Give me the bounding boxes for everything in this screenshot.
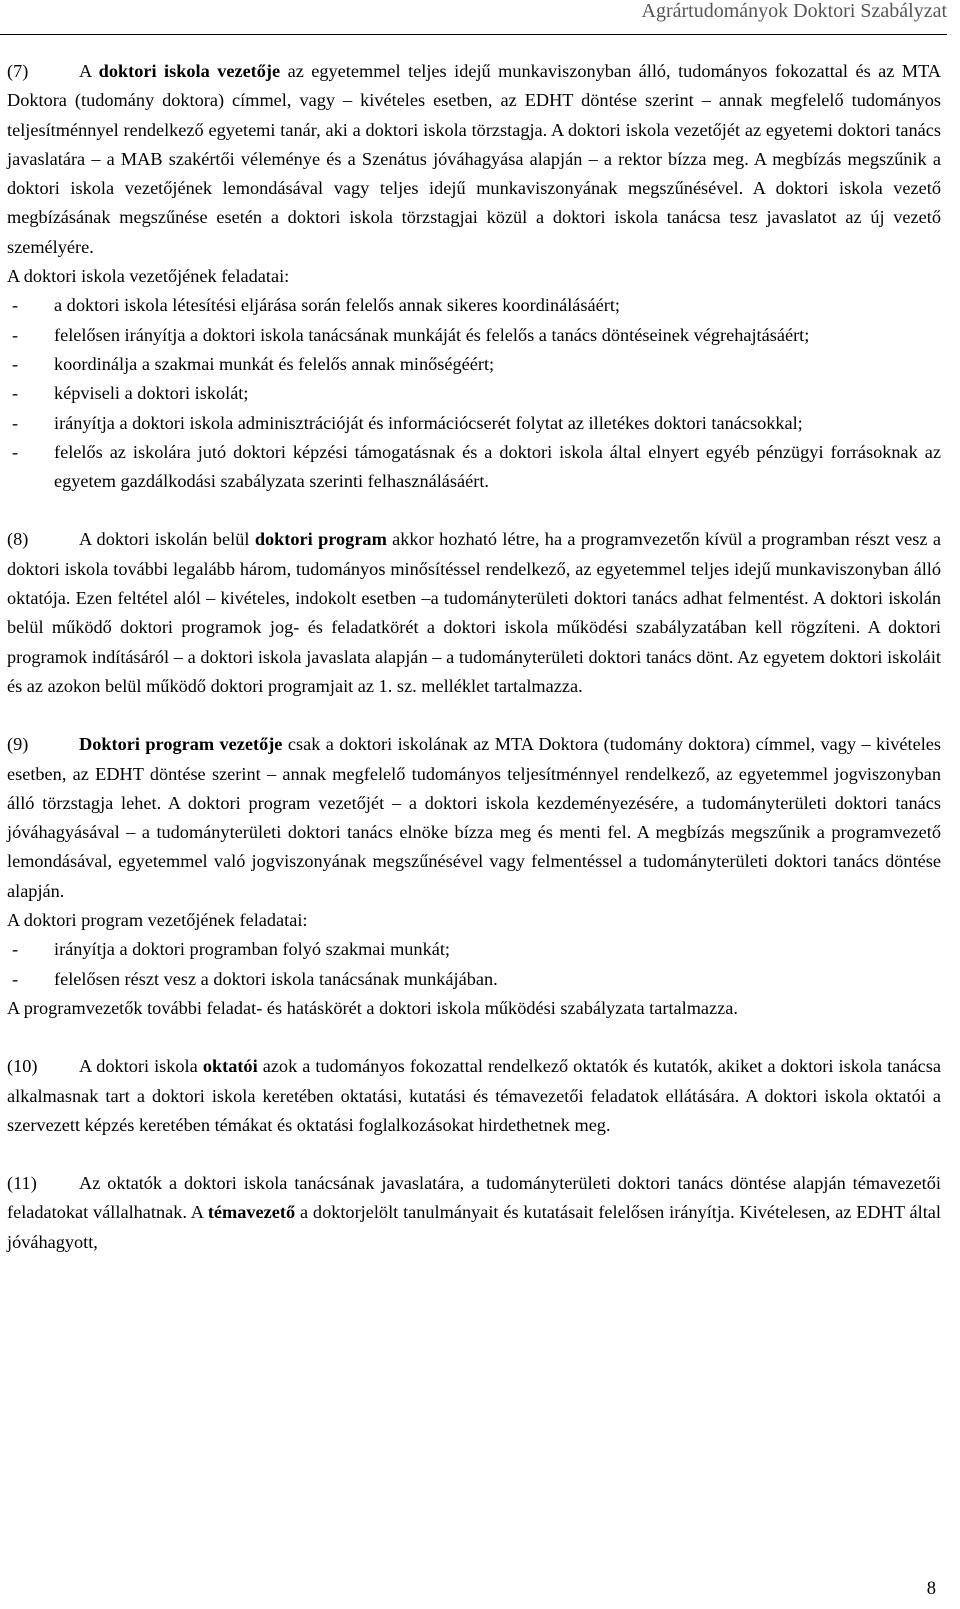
list-item: - koordinálja a szakmai munkát és felelős annak minőségéért; — [12, 353, 495, 374]
document-title: Agrártudományok Doktori Szabályzat — [641, 0, 947, 22]
list-item: - irányítja a doktori iskola adminisztrációját és információcserét folytat az illetékes doktori tanácsokkal; — [12, 412, 803, 433]
paragraph-7: (7) A doktori iskola vezetője az egyetemmel teljes idejű munkaviszonyban álló, tudományos fokozattal és az MTA Doktora (tudomány doktora) címmel, vagy – kivételes esetben, az EDHT döntése szerint – annak megfelelő tudományos teljesítménnyel rendelkező egyetemi tanár, aki a doktori iskola törzstagja. A doktori iskola vezetőjét az egyetemi doktori tanács javaslatára – a MAB szakértői véleménye és a Szenátus jóváhagyása alapján – a rektor bízza meg. A megbízás megszűnik a doktori iskola vezetőjének lemondásával vagy teljes idejű munkaviszonyának megszűnésével. A doktori iskola vezető megbízásának megszűnése esetén a doktori iskola törzstagjai közül a doktori iskola tanácsa tesz javaslatot az új vezető személyére. — [7, 57, 941, 262]
paragraph-11: (11) Az oktatók a doktori iskola tanácsának javaslatára, a tudományterületi doktori tanács döntése alapján témavezetői feladatokat vállalhatnak. A témavezető a doktorjelölt tanulmányait és kutatásait felelősen irányítja. Kivételesen, az EDHT által jóváhagyott, — [7, 1169, 941, 1257]
paragraph-10: (10) A doktori iskola oktatói azok a tudományos fokozattal rendelkező oktatók és kutatók, akiket a doktori iskola tanácsa alkalmasnak tart a doktori iskola keretében oktatási, kutatási és témavezetői feladatok ellátására. A doktori iskola oktatói a szervezett képzés keretében témákat és oktatási foglalkozásokat hirdethetnek meg. — [7, 1052, 941, 1140]
list-item: - irányítja a doktori programban folyó szakmai munkát; — [12, 939, 450, 960]
paragraph-number: (7) — [7, 61, 29, 81]
paragraph-number: (9) — [7, 734, 29, 755]
tasks-intro: A doktori iskola vezetőjének feladatai: — [7, 266, 290, 287]
paragraph-8: (8) A doktori iskolán belül doktori program akkor hozható létre, ha a programvezetőn kívül a programban részt vesz a doktori iskola további legalább három, tudományos minősítéssel rendelkező, az egyetemmel teljes idejű munkaviszonyban álló oktatója. Ezen feltétel alól – kivételes, indokolt esetben –a tudományterületi doktori tanács adhat felmentést. A doktori iskolán belül működő doktori programok jog- és feladatkörét a doktori iskola működési szabályzatában kell rögzíteni. A doktori programok indításáról – a doktori iskola javaslata alapján – a tudományterületi doktori tanács dönt. Az egyetem doktori iskoláit és az azokon belül működő doktori programjait az 1. sz. melléklet tartalmazza. — [7, 525, 941, 701]
paragraph-9: (9) Doktori program vezetője csak a doktori iskolának az MTA Doktora (tudomány doktora) címmel, vagy – kivételes esetben, az EDHT döntése szerint – annak megfelelő tudományos teljesítménnyel rendelkező, az egyetemmel jogviszonyban álló törzstagja lehet. A doktori program vezetőjét – a doktori iskola kezdeményezésére, a tudományterületi doktori tanács jóváhagyásával – a tudományterületi doktori tanács elnöke bízza meg és menti fel. A megbízás megszűnik a programvezető lemondásával, egyetemmel való jogviszonyának megszűnésével vagy felmentéssel a tudományterületi doktori tanács döntése alapján. — [7, 730, 941, 906]
bold-term: doktori program — [254, 529, 387, 550]
list-item: - felelős az iskolára jutó doktori képzési támogatásnak és a doktori iskola által elnyert egyéb pénzügyi forrásoknak az egyetem gazdálkodási szabályzata szerinti felhasználásáért. — [12, 441, 941, 492]
page-number: 8 — [926, 1579, 936, 1599]
tasks-intro: A doktori program vezetőjének feladatai: — [7, 910, 308, 931]
list-item: - képviseli a doktori iskolát; — [12, 383, 249, 404]
paragraph-number: (11) — [7, 1173, 37, 1194]
bold-term: doktori iskola vezetője — [98, 61, 281, 81]
document-body — [7, 57, 941, 1257]
list-item: - felelősen részt vesz a doktori iskola tanácsának munkájában. — [12, 968, 498, 989]
bold-term: Doktori program vezetője — [79, 734, 283, 755]
paragraph-number: (8) — [7, 529, 29, 550]
closing-text: A programvezetők további feladat- és hatáskörét a doktori iskola működési szabályzata tartalmazza. — [7, 997, 738, 1018]
paragraph-number: (10) — [7, 1056, 38, 1077]
bold-term: témavezető — [207, 1202, 296, 1223]
page-header — [0, 0, 947, 35]
list-item: - felelősen irányítja a doktori iskola tanácsának munkáját és felelős a tanács döntéseinek végrehajtásáért; — [12, 324, 810, 345]
list-item: - a doktori iskola létesítési eljárása során felelős annak sikeres koordinálásáért; — [12, 295, 621, 316]
bold-term: oktatói — [202, 1056, 258, 1077]
